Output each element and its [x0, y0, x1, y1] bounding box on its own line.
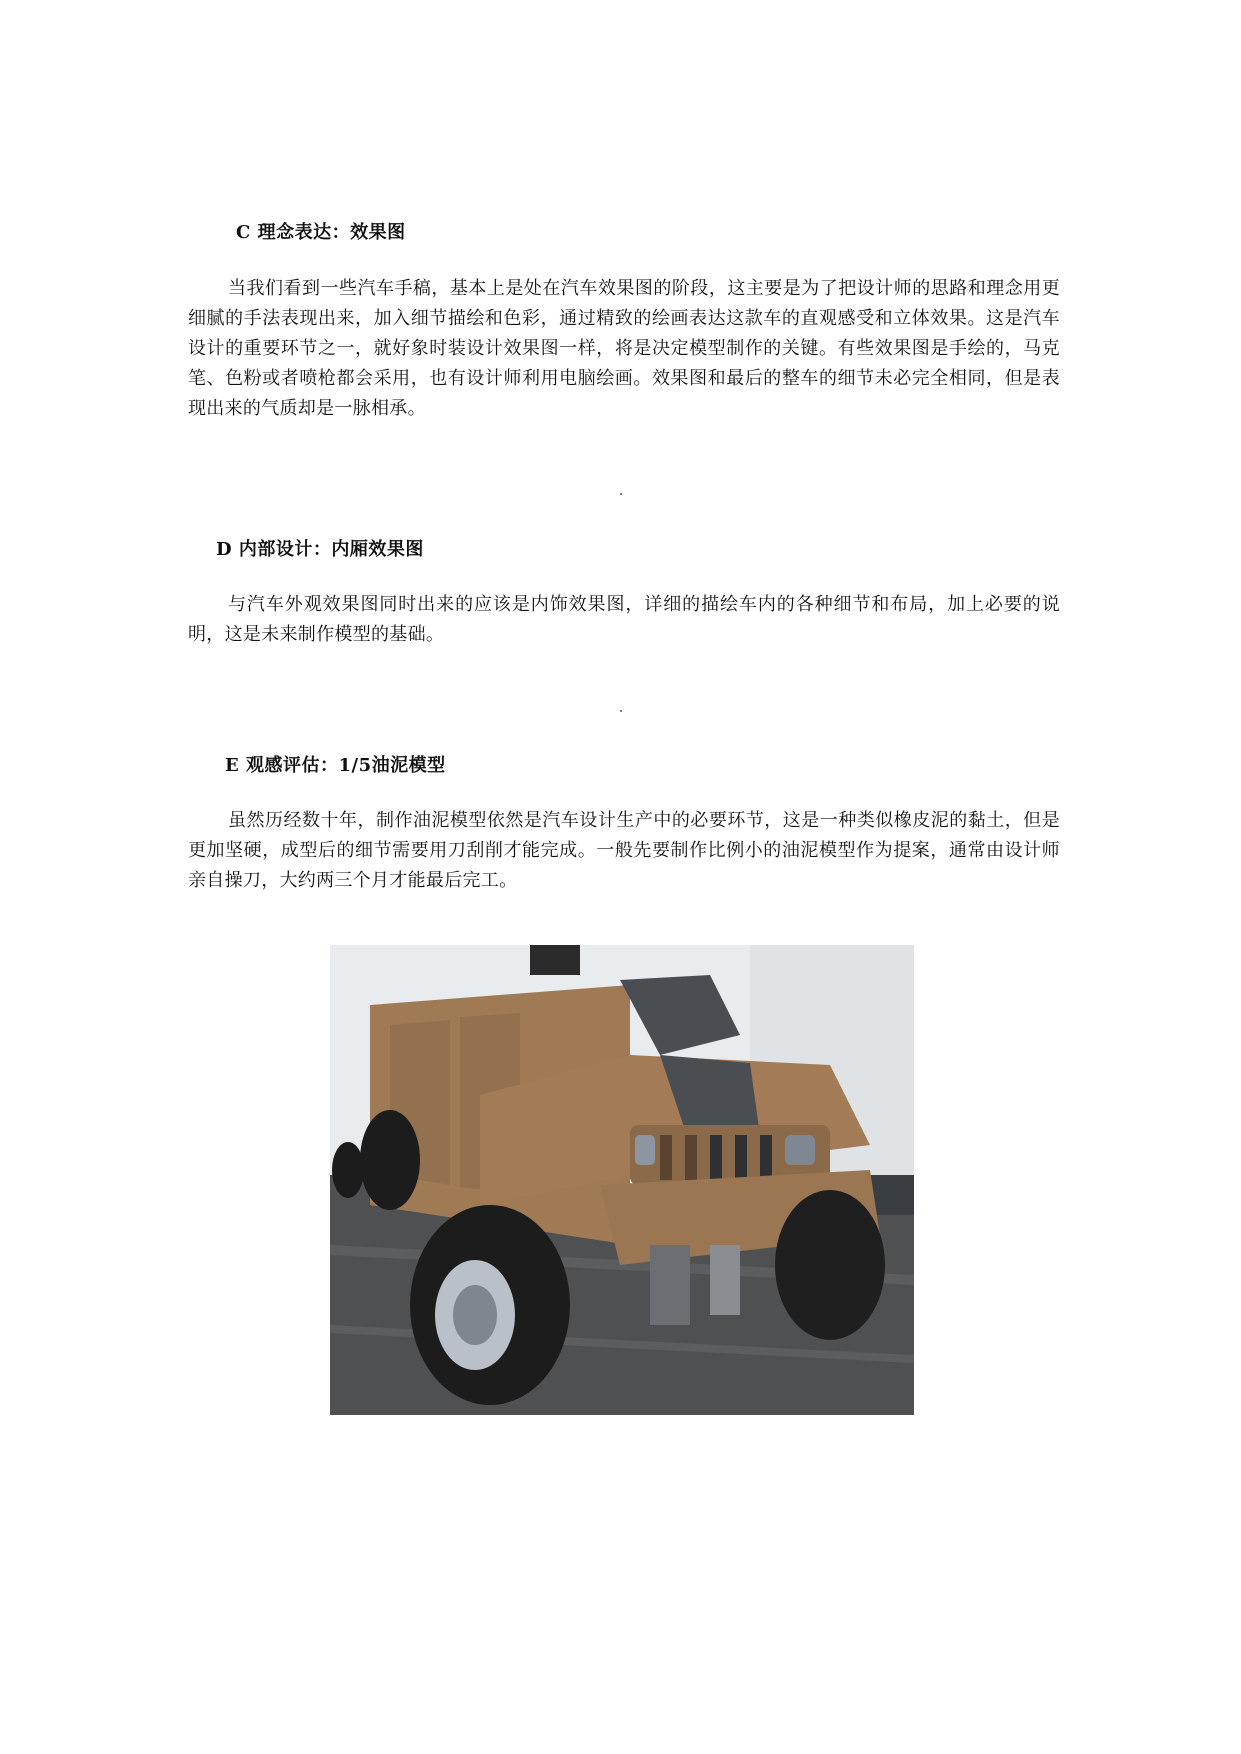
section-d-paragraph: 与汽车外观效果图同时出来的应该是内饰效果图，详细的描绘车内的各种细节和布局，加上必要的说明，这是未来制作模型的基础。 — [188, 594, 1060, 645]
section-e-paragraph: 虽然历经数十年，制作油泥模型依然是汽车设计生产中的必要环节，这是一种类似橡皮泥的黏土，但是更加坚硬，成型后的细节需要用刀刮削才能完成。一般先要制作比例小的油泥模型作为提案，通常由设计师亲自操刀，大约两三个月才能最后完工。 — [188, 810, 1060, 891]
section-e-heading: E 观感评估：1/5油泥模型 — [225, 755, 446, 776]
separator-dot — [620, 710, 622, 712]
clay-model-photo — [330, 945, 914, 1415]
section-c-heading: C 理念表达：效果图 — [236, 222, 406, 243]
section-d-heading: D 内部设计：内厢效果图 — [216, 539, 424, 560]
rear-wheel — [360, 1110, 420, 1210]
front-right-wheel — [775, 1190, 885, 1340]
separator-dot — [620, 493, 622, 495]
section-c-paragraph: 当我们看到一些汽车手稿，基本上是处在汽车效果图的阶段，这主要是为了把设计师的思路和理念用更细腻的手法表现出来，加入细节描绘和色彩，通过精致的绘画表达这款车的直观感受和立体效果。这是汽车设计的重要环节之一，就好象时装设计效果图一样，将是决定模型制作的关键。有些效果图是手绘的，马克笔、色粉或者喷枪都会采用，也有设计师利用电脑绘画。效果图和最后的整车的细节未必完全相同，但是表现出来的气质却是一脉相承。 — [188, 278, 1060, 419]
